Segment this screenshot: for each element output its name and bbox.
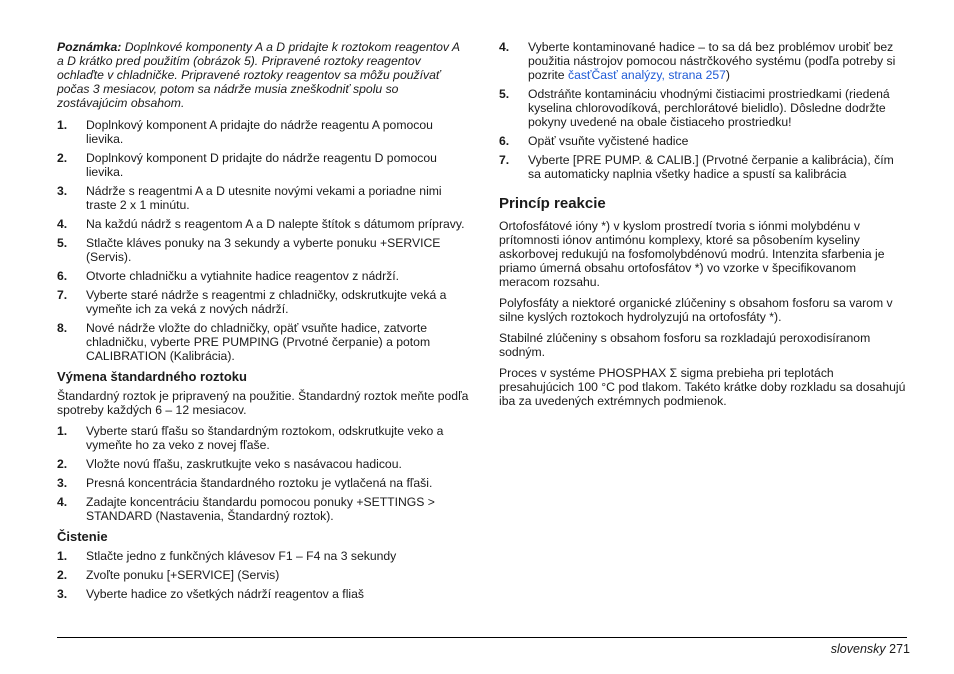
note-label: Poznámka: [57,40,122,54]
cleaning-heading: Čistenie [57,529,108,544]
step-number: 3. [57,476,68,490]
step-number: 2. [57,151,68,165]
principle-paragraph: Stabilné zlúčeniny s obsahom fosforu sa rozkladajú peroxodisíranom sodným. [499,331,871,359]
principle-paragraph: Ortofosfátové ióny *) v kyslom prostredí tvoria s iónmi molybdénu v prítomnosti iónov antimónu komplexy, ktoré sa pôsobením kyseliny askorbovej redukujú na fosfomolybdénovú modrú. Intenzita sfarbenia je priamo úmerná obsahu ortofosfátov *) vo vzorke v špecifikovanom meracom rozsahu. [499,219,885,289]
step-text: Nádrže s reagentmi A a D utesnite novými vekami a poriadne nimi traste 2 x 1 minútu. [86,184,442,212]
list-item [57,476,469,490]
list-item [57,151,469,179]
list-item [499,40,909,82]
step-number: 8. [57,321,68,335]
list-item [57,321,469,363]
step-number: 2. [57,457,68,471]
list-item [499,134,909,148]
list-item [57,457,469,471]
list-item [499,153,909,181]
step-number: 4. [499,40,510,54]
step-text: Vyberte hadice zo všetkých nádrží reagentov a fliaš [86,587,364,601]
step-text: Otvorte chladničku a vytiahnite hadice reagentov z nádrží. [86,269,399,283]
step-text: Doplnkový komponent A pridajte do nádrže reagentu A pomocou lievika. [86,118,433,146]
principle-heading: Princíp reakcie [499,195,606,212]
step-text: Zadajte koncentráciu štandardu pomocou ponuky +SETTINGS > STANDARD (Nastavenia, Štandardný roztok). [86,495,435,523]
list-item [57,568,469,582]
list-item [57,587,469,601]
list-item [57,424,469,452]
cleaning-steps-continued-list [499,40,909,181]
step-number: 5. [499,87,510,101]
step-text: Presná koncentrácia štandardného roztoku je vytlačená na fľaši. [86,476,433,490]
step-text: Vyberte staré nádrže s reagentmi z chladničky, odskrutkujte veká a vymeňte ich za veká z nových nádrží. [86,288,447,316]
page-number: 271 [889,642,910,656]
list-item [57,217,469,231]
list-item [499,87,909,129]
step-number: 1. [57,549,68,563]
right-column [499,40,909,415]
step-number: 6. [57,269,68,283]
step-number: 2. [57,568,68,582]
step-number: 4. [57,495,68,509]
reagent-steps-list [57,118,469,363]
standard-intro: Štandardný roztok je pripravený na použitie. Štandardný roztok meňte podľa spotreby každých 6 – 12 mesiacov. [57,389,469,417]
step-number: 7. [499,153,510,167]
list-item [57,269,469,283]
step-number: 3. [57,184,68,198]
principle-paragraph: Proces v systéme PHOSPHAX Σ sigma prebieha pri teplotách presahujúcich 100 °C pod tlakom. Takéto krátke doby rozkladu sa dosahujú iba za uvedených extrémnych podmienok. [499,366,906,408]
list-item [57,236,469,264]
standard-steps-list [57,424,469,523]
footer-language: slovensky [830,642,886,656]
step-text-end: ) [725,68,730,82]
step-text: Nové nádrže vložte do chladničky, opäť vsuňte hadice, zatvorte chladničku, vyberte PRE PUMPING (Prvotné čerpanie) a potom CALIBRATION (Kalibrácia). [86,321,431,363]
step-text: Stlačte jedno z funkčných klávesov F1 – F4 na 3 sekundy [86,549,397,563]
list-item [57,549,469,563]
note-text: Doplnkové komponenty A a D pridajte k roztokom reagentov A a D krátko pred použitím (obrázok 5). Pripravené roztoky reagentov ochlaďte v chladničke. Pripravené roztoky reagentov sa môžu používať počas 3 mesiacov, potom sa nádrže musia zneškodniť spolu so zostávajúcim obsahom. [57,40,460,110]
list-item [57,118,469,146]
list-item [57,184,469,212]
step-text: Vyberte kontaminované hadice – to sa dá bez problémov urobiť bez použitia nástrojov pomocou nástrčkového systému (podľa potreby si pozrite [528,40,896,82]
step-text: Opäť vsuňte vyčistené hadice [528,134,689,148]
step-text: Odstráňte kontamináciu vhodnými čistiacimi prostriedkami (riedená kyselina chlorovodíková, perchlorátové bielidlo). Dôsledne dodržte pokyny uvedené na obale čistiaceho prostriedku! [528,87,890,129]
left-column [57,40,469,607]
step-number: 1. [57,118,68,132]
step-number: 4. [57,217,68,231]
footer-divider [57,637,907,638]
list-item [57,288,469,316]
step-text: Vyberte starú fľašu so štandardným roztokom, odskrutkujte veko a vymeňte ho za veko z novej fľaše. [86,424,444,452]
step-text: Vložte novú fľašu, zaskrutkujte veko s nasávacou hadicou. [86,457,402,471]
step-text: Stlačte kláves ponuky na 3 sekundy a vyberte ponuku +SERVICE (Servis). [86,236,441,264]
page-footer [831,642,910,656]
step-number: 1. [57,424,68,438]
list-item [57,495,469,523]
step-number: 5. [57,236,68,250]
principle-paragraph: Polyfosfáty a niektoré organické zlúčeniny s obsahom fosforu sa varom v silne kyslých roztokoch hydrolyzujú na ortofosfáty *). [499,296,893,324]
step-text: Doplnkový komponent D pridajte do nádrže reagentu D pomocou lievika. [86,151,437,179]
cross-reference-link[interactable]: časťČasť analýzy, strana 257 [567,68,726,82]
standard-heading: Výmena štandardného roztoku [57,369,247,384]
step-number: 7. [57,288,68,302]
step-text: Vyberte [PRE PUMP. & CALIB.] (Prvotné čerpanie a kalibrácia), čím sa automaticky naplnia všetky hadice a spustí sa kalibrácia [528,153,894,181]
step-text: Zvoľte ponuku [+SERVICE] (Servis) [86,568,280,582]
step-number: 6. [499,134,510,148]
step-text: Na každú nádrž s reagentom A a D nalepte štítok s dátumom prípravy. [86,217,465,231]
step-number: 3. [57,587,68,601]
cleaning-steps-list [57,549,469,601]
note-paragraph [57,40,469,110]
